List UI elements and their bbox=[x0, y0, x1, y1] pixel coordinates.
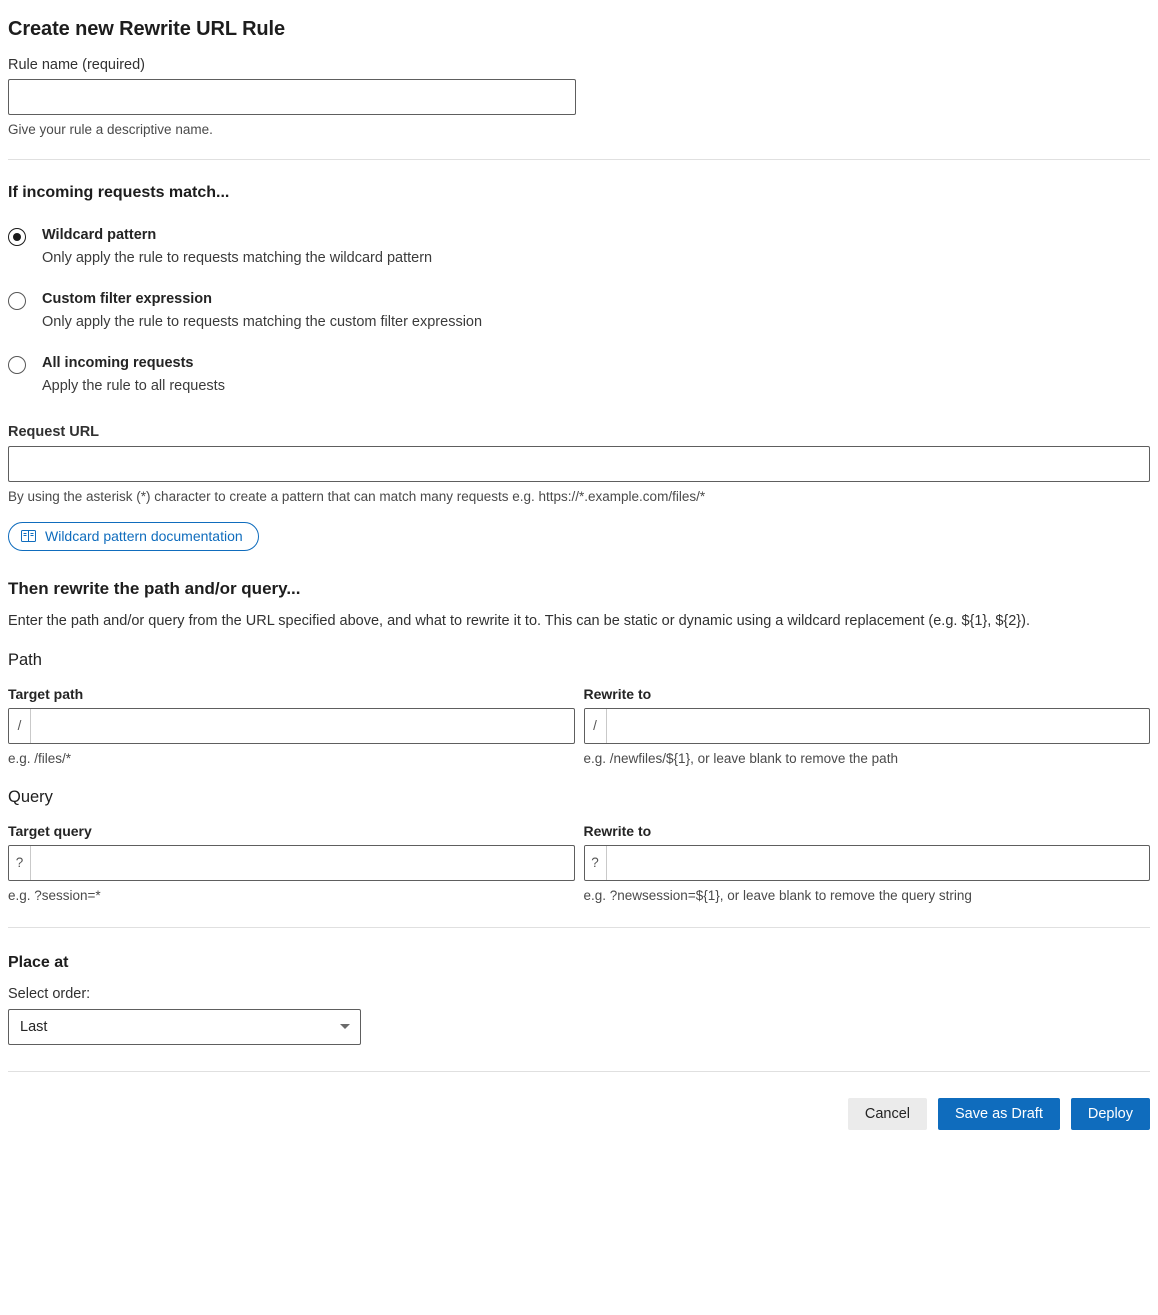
rewrite-path-label: Rewrite to bbox=[583, 685, 652, 702]
rewrite-query-label: Rewrite to bbox=[583, 822, 652, 839]
rewrite-path-hint: e.g. /newfiles/${1}, or leave blank to remove the path bbox=[583, 750, 898, 766]
radio-option-description: Only apply the rule to requests matching the custom filter expression bbox=[42, 314, 483, 331]
doc-link-label: Wildcard pattern documentation bbox=[45, 528, 243, 545]
target-path-input[interactable] bbox=[31, 709, 574, 743]
radio-option-title: Custom filter expression bbox=[42, 290, 213, 307]
radio-option-title: Wildcard pattern bbox=[42, 227, 157, 243]
path-prefix-slash: / bbox=[9, 709, 31, 743]
footer-actions bbox=[8, 1098, 1150, 1144]
save-as-draft-button[interactable]: Save as Draft bbox=[938, 1098, 1060, 1130]
select-order-label: Select order: bbox=[8, 985, 91, 1002]
radio-icon[interactable] bbox=[8, 356, 26, 374]
radio-option-description: Only apply the rule to requests matching the wildcard pattern bbox=[42, 250, 433, 267]
rewrite-query-hint: e.g. ?newsession=${1}, or leave blank to remove the query string bbox=[583, 887, 972, 903]
section-divider bbox=[8, 159, 1150, 160]
radio-option-title: All incoming requests bbox=[42, 354, 194, 371]
rule-name-input[interactable] bbox=[8, 79, 576, 115]
request-url-hint: By using the asterisk (*) character to create a pattern that can match many requests e.g. https://*.example.com/files/* bbox=[8, 488, 706, 504]
rewrite-path-field[interactable] bbox=[584, 708, 1151, 744]
rewrite-path-column bbox=[584, 672, 1151, 766]
create-rewrite-url-rule-page bbox=[0, 10, 1158, 1315]
radio-option-all-incoming-requests[interactable] bbox=[8, 354, 1150, 396]
target-path-column bbox=[8, 672, 575, 766]
radio-icon[interactable] bbox=[8, 228, 26, 246]
book-icon bbox=[21, 529, 36, 543]
rewrite-query-field[interactable] bbox=[584, 845, 1151, 881]
target-path-label: Target path bbox=[8, 685, 84, 702]
radio-option-description: Apply the rule to all requests bbox=[42, 378, 225, 395]
target-query-label: Target query bbox=[8, 822, 92, 839]
request-url-label: Request URL bbox=[8, 423, 100, 440]
place-at-heading: Place at bbox=[8, 953, 69, 971]
rewrite-query-input[interactable] bbox=[607, 846, 1150, 880]
target-path-hint: e.g. /files/* bbox=[8, 750, 72, 766]
select-order-dropdown[interactable] bbox=[8, 1009, 361, 1045]
match-radio-group bbox=[8, 226, 1150, 396]
select-order-value: Last bbox=[20, 1018, 48, 1035]
match-section-heading: If incoming requests match... bbox=[8, 184, 230, 201]
rewrite-path-input[interactable] bbox=[607, 709, 1150, 743]
wildcard-pattern-documentation-link[interactable] bbox=[8, 522, 259, 551]
path-prefix-slash: / bbox=[585, 709, 607, 743]
query-subheading: Query bbox=[8, 787, 53, 806]
radio-option-wildcard-pattern[interactable] bbox=[8, 226, 1150, 268]
rewrite-section-heading: Then rewrite the path and/or query... bbox=[8, 578, 301, 598]
rewrite-query-column bbox=[584, 809, 1151, 903]
footer-divider bbox=[8, 1071, 1150, 1072]
place-at-divider bbox=[8, 927, 1150, 928]
deploy-button[interactable]: Deploy bbox=[1071, 1098, 1150, 1130]
target-query-input[interactable] bbox=[31, 846, 574, 880]
query-prefix-question: ? bbox=[9, 846, 31, 880]
target-query-field[interactable] bbox=[8, 845, 575, 881]
path-fields-row bbox=[8, 672, 1150, 766]
query-fields-row bbox=[8, 809, 1150, 903]
path-subheading: Path bbox=[8, 650, 42, 669]
query-prefix-question: ? bbox=[585, 846, 607, 880]
rule-name-label: Rule name (required) bbox=[8, 57, 146, 73]
request-url-input[interactable] bbox=[8, 446, 1150, 482]
target-path-field[interactable] bbox=[8, 708, 575, 744]
target-query-column bbox=[8, 809, 575, 903]
rewrite-section-description: Enter the path and/or query from the URL specified above, and what to rewrite it to. This can be static or dynamic using a wildcard replacement (e.g. ${1}, ${2}). bbox=[8, 612, 1031, 629]
cancel-button[interactable]: Cancel bbox=[848, 1098, 927, 1130]
page-title: Create new Rewrite URL Rule bbox=[8, 18, 286, 40]
target-query-hint: e.g. ?session=* bbox=[8, 887, 101, 903]
chevron-down-icon[interactable] bbox=[340, 1024, 350, 1029]
rule-name-hint: Give your rule a descriptive name. bbox=[8, 122, 213, 137]
radio-option-custom-filter-expression[interactable] bbox=[8, 290, 1150, 332]
radio-icon[interactable] bbox=[8, 292, 26, 310]
